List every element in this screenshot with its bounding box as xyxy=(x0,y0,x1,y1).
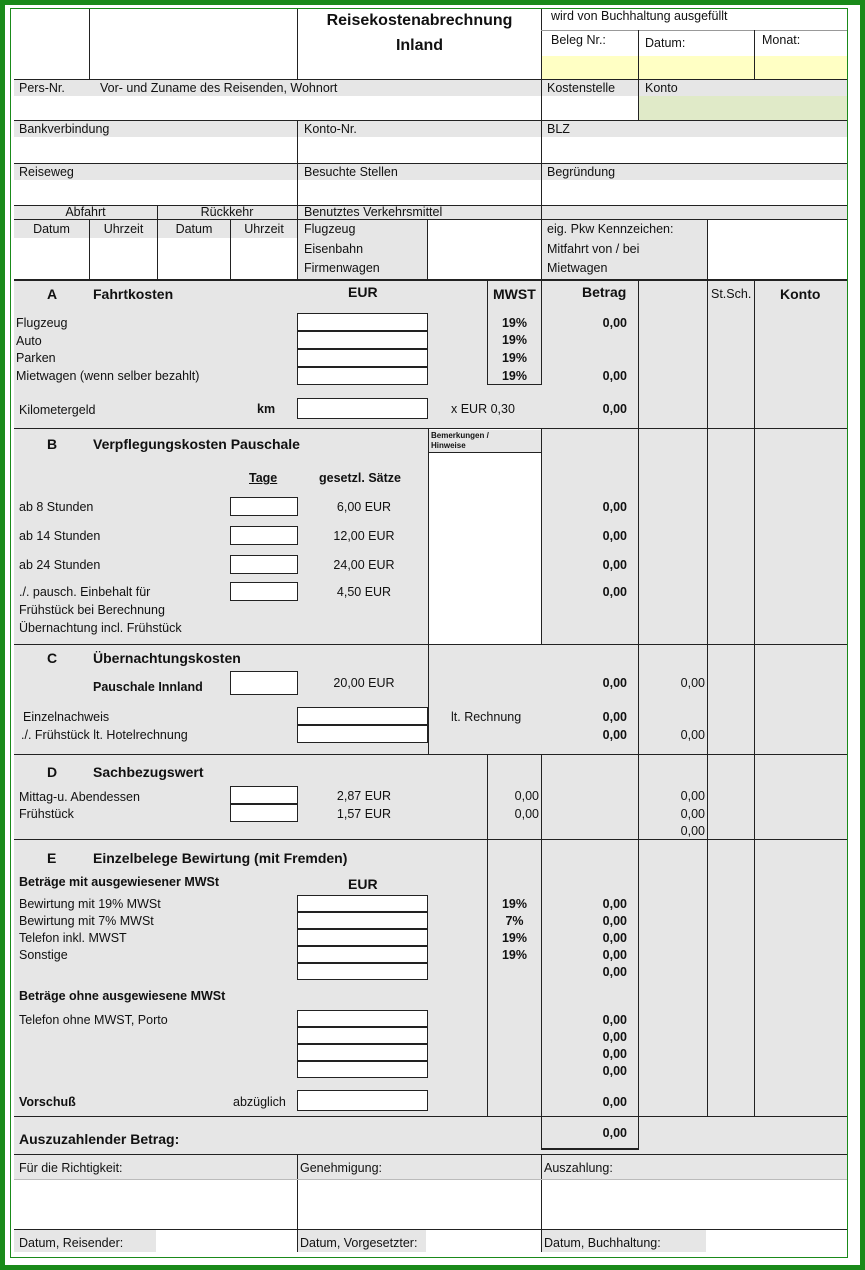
bemerkungen-box[interactable] xyxy=(428,429,542,644)
d-input-fruehstueck[interactable] xyxy=(230,804,298,822)
a-input-mietwagen[interactable] xyxy=(297,367,428,385)
total-value: 0,00 xyxy=(602,1126,627,1140)
begruendung-label: Begründung xyxy=(547,165,616,179)
a-pct-4: 19% xyxy=(501,369,528,383)
e-row-bew7: Bewirtung mit 7% MWSt xyxy=(19,914,154,928)
bemerkungen-label-1: Bemerkungen / xyxy=(431,431,489,440)
datum-reisender-label: Datum, Reisender: xyxy=(19,1236,124,1250)
e-value-5: 0,00 xyxy=(602,965,627,979)
saetze-header: gesetzl. Sätze xyxy=(319,471,401,485)
verkehr-label: Benutztes Verkehrsmittel xyxy=(304,205,443,219)
name-label: Vor- und Zuname des Reisenden, Wohnort xyxy=(100,81,338,95)
monat-label: Monat: xyxy=(762,33,801,47)
d-mwst-mittag: 0,00 xyxy=(514,789,539,803)
vorschuss-value: 0,00 xyxy=(602,1095,627,1109)
datum-vorgesetzter-label: Datum, Vorgesetzter: xyxy=(300,1236,418,1250)
stellen-label: Besuchte Stellen xyxy=(304,165,398,179)
e-value-3: 0,00 xyxy=(602,931,627,945)
datum-buchhaltung-label: Datum, Buchhaltung: xyxy=(544,1236,661,1250)
eisenbahn-option: Eisenbahn xyxy=(304,242,364,256)
pkw-label: eig. Pkw Kennzeichen: xyxy=(547,222,674,236)
km-unit: km xyxy=(257,402,276,416)
c-fruehstueck-value: 0,00 xyxy=(602,728,627,742)
km-label: Kilometergeld xyxy=(19,403,96,417)
e-value-9: 0,00 xyxy=(602,1064,627,1078)
konto-input[interactable] xyxy=(639,96,847,120)
total-label: Auszuzahlender Betrag: xyxy=(19,1131,180,1147)
a-row-parken: Parken xyxy=(16,351,56,365)
b-row-14h: ab 14 Stunden xyxy=(19,529,101,543)
konto-header: Konto xyxy=(780,286,821,302)
e-row-sonstige: Sonstige xyxy=(19,948,68,962)
e-row-porto: Telefon ohne MWST, Porto xyxy=(19,1013,168,1027)
reiseweg-label: Reiseweg xyxy=(19,165,74,179)
tage-header: Tage xyxy=(249,471,278,485)
d-row-mittag: Mittag-u. Abendessen xyxy=(19,790,140,804)
e-input-9[interactable] xyxy=(297,1061,428,1078)
d-row-fruehstueck: Frühstück xyxy=(19,807,74,821)
e-sub-ohne: Beträge ohne ausgewiesene MWSt xyxy=(19,989,226,1003)
c-einzel-value: 0,00 xyxy=(602,710,627,724)
stsch-header: St.Sch. xyxy=(711,287,752,301)
b-row-8h: ab 8 Stunden xyxy=(19,500,94,514)
e-row-telefon: Telefon inkl. MWST xyxy=(19,931,127,945)
c-fruehstueck-value-2: 0,00 xyxy=(680,728,705,742)
e-value-1: 0,00 xyxy=(602,897,627,911)
a-value-1: 0,00 xyxy=(602,316,627,330)
e-value-2: 0,00 xyxy=(602,914,627,928)
abfahrt-datum-label: Datum xyxy=(33,222,70,236)
b-input-8h[interactable] xyxy=(230,497,298,516)
e-value-8: 0,00 xyxy=(602,1047,627,1061)
section-e-title: Einzelbelege Bewirtung (mit Fremden) xyxy=(93,850,348,866)
d-value-fruehstueck: 0,00 xyxy=(680,807,705,821)
a-row-auto: Auto xyxy=(16,334,42,348)
flugzeug-option: Flugzeug xyxy=(304,222,356,236)
section-c-title: Übernachtungskosten xyxy=(93,650,241,666)
e-eur-header: EUR xyxy=(348,876,378,892)
e-input-5[interactable] xyxy=(297,963,428,980)
c-fruehstueck-label: ./. Frühstück lt. Hotelrechnung xyxy=(21,728,188,742)
b-value-einbehalt: 0,00 xyxy=(602,585,627,599)
b-row-einbehalt-3: Übernachtung incl. Frühstück xyxy=(19,621,182,635)
monat-input[interactable] xyxy=(755,56,847,79)
b-row-einbehalt-1: ./. pausch. Einbehalt für xyxy=(19,585,151,599)
e-value-6: 0,00 xyxy=(602,1013,627,1027)
c-pauschale-input[interactable] xyxy=(230,671,298,695)
a-row-flugzeug: Flugzeug xyxy=(16,316,68,330)
a-value-4: 0,00 xyxy=(602,369,627,383)
b-rate-24h: 24,00 EUR xyxy=(333,558,395,572)
datum-label: Datum: xyxy=(645,36,686,50)
d-input-mittag[interactable] xyxy=(230,786,298,804)
section-a-letter: A xyxy=(47,286,58,302)
kostenstelle-label: Kostenstelle xyxy=(547,81,616,95)
form-title: Reisekostenabrechnung xyxy=(326,12,513,29)
blz-label: BLZ xyxy=(547,122,570,136)
rueckkehr-label: Rückkehr xyxy=(200,205,254,219)
b-input-14h[interactable] xyxy=(230,526,298,545)
a-input-parken[interactable] xyxy=(297,349,428,367)
a-pct-3: 19% xyxy=(501,351,528,365)
b-input-24h[interactable] xyxy=(230,555,298,574)
beleg-input[interactable] xyxy=(542,56,638,79)
section-d-title: Sachbezugswert xyxy=(93,764,204,780)
e-pct-2: 7% xyxy=(505,914,524,928)
c-einzel-label: Einzelnachweis xyxy=(23,710,110,724)
d-value-mittag: 0,00 xyxy=(680,789,705,803)
konto-label: Konto xyxy=(645,81,678,95)
form-subtitle: Inland xyxy=(395,37,444,54)
b-row-einbehalt-2: Frühstück bei Berechnung xyxy=(19,603,165,617)
accounting-note: wird von Buchhaltung ausgefüllt xyxy=(551,9,728,23)
c-pauschale-value: 0,00 xyxy=(602,676,627,690)
c-pauschale-rate: 20,00 EUR xyxy=(333,676,395,690)
mitfahrt-label: Mitfahrt von / bei xyxy=(547,242,640,256)
e-pct-3: 19% xyxy=(501,931,528,945)
e-value-4: 0,00 xyxy=(602,948,627,962)
section-e-letter: E xyxy=(47,850,57,866)
datum-input[interactable] xyxy=(639,56,754,79)
e-sub-mit: Beträge mit ausgewiesener MWSt xyxy=(19,875,220,889)
bank-label: Bankverbindung xyxy=(19,122,110,136)
e-pct-1: 19% xyxy=(501,897,528,911)
section-c-letter: C xyxy=(47,650,58,666)
section-d-letter: D xyxy=(47,764,58,780)
c-rechnung-label: lt. Rechnung xyxy=(451,710,522,724)
c-fruehstueck-input[interactable] xyxy=(297,725,428,743)
a-pct-2: 19% xyxy=(501,333,528,347)
d-mwst-fruehstueck: 0,00 xyxy=(514,807,539,821)
rueckkehr-datum-label: Datum xyxy=(175,222,213,236)
e-row-bew19: Bewirtung mit 19% MWSt xyxy=(19,897,161,911)
section-a-title: Fahrtkosten xyxy=(93,286,174,302)
a-pct-1: 19% xyxy=(501,316,528,330)
e-input-4[interactable] xyxy=(297,946,428,963)
c-pauschale-value-2: 0,00 xyxy=(680,676,705,690)
a-row-mietwagen: Mietwagen (wenn selber bezahlt) xyxy=(16,369,200,383)
e-pct-4: 19% xyxy=(501,948,528,962)
b-input-einbehalt[interactable] xyxy=(230,582,298,601)
e-input-7[interactable] xyxy=(297,1027,428,1044)
persnr-label: Pers-Nr. xyxy=(19,81,65,95)
c-einzel-input[interactable] xyxy=(297,707,428,725)
b-value-14h: 0,00 xyxy=(602,529,627,543)
a-input-auto[interactable] xyxy=(297,331,428,349)
rueckkehr-uhrzeit-label: Uhrzeit xyxy=(244,222,284,236)
e-value-7: 0,00 xyxy=(602,1030,627,1044)
bemerkungen-label-2: Hinweise xyxy=(431,441,466,450)
auszahlung-label: Auszahlung: xyxy=(544,1161,613,1175)
b-rate-8h: 6,00 EUR xyxy=(336,500,392,514)
section-b-letter: B xyxy=(47,436,58,452)
firmenwagen-option: Firmenwagen xyxy=(304,261,380,275)
e-input-1[interactable] xyxy=(297,895,428,912)
abzueglich-label: abzüglich xyxy=(233,1095,286,1109)
mwst-header: MWST xyxy=(493,286,536,302)
genehmigung-label: Genehmigung: xyxy=(300,1161,383,1175)
e-input-6[interactable] xyxy=(297,1010,428,1027)
e-input-3[interactable] xyxy=(297,929,428,946)
b-value-8h: 0,00 xyxy=(602,500,627,514)
section-b-title: Verpflegungskosten Pauschale xyxy=(93,436,300,452)
eur-header: EUR xyxy=(348,284,378,300)
b-rate-14h: 12,00 EUR xyxy=(333,529,395,543)
e-input-8[interactable] xyxy=(297,1044,428,1061)
b-rate-einbehalt: 4,50 EUR xyxy=(336,585,392,599)
d-value-sum: 0,00 xyxy=(680,824,705,838)
abfahrt-label: Abfahrt xyxy=(65,205,106,219)
a-input-flugzeug[interactable] xyxy=(297,313,428,331)
vorschuss-input[interactable] xyxy=(297,1090,428,1111)
vorschuss-label: Vorschuß xyxy=(19,1095,76,1109)
b-value-24h: 0,00 xyxy=(602,558,627,572)
kontonr-label: Konto-Nr. xyxy=(304,122,357,136)
e-input-2[interactable] xyxy=(297,912,428,929)
d-rate-fruehstueck: 1,57 EUR xyxy=(336,807,392,821)
c-pauschale-label: Pauschale Innland xyxy=(93,680,203,694)
d-rate-mittag: 2,87 EUR xyxy=(336,789,392,803)
richtigkeit-label: Für die Richtigkeit: xyxy=(19,1161,123,1175)
km-value: 0,00 xyxy=(602,402,627,416)
km-input[interactable] xyxy=(297,398,428,419)
abfahrt-uhrzeit-label: Uhrzeit xyxy=(103,222,144,236)
km-rate: x EUR 0,30 xyxy=(451,402,515,416)
betrag-header: Betrag xyxy=(582,284,627,300)
mietwagen-label: Mietwagen xyxy=(547,261,608,275)
b-row-24h: ab 24 Stunden xyxy=(19,558,101,572)
beleg-label: Beleg Nr.: xyxy=(551,33,606,47)
